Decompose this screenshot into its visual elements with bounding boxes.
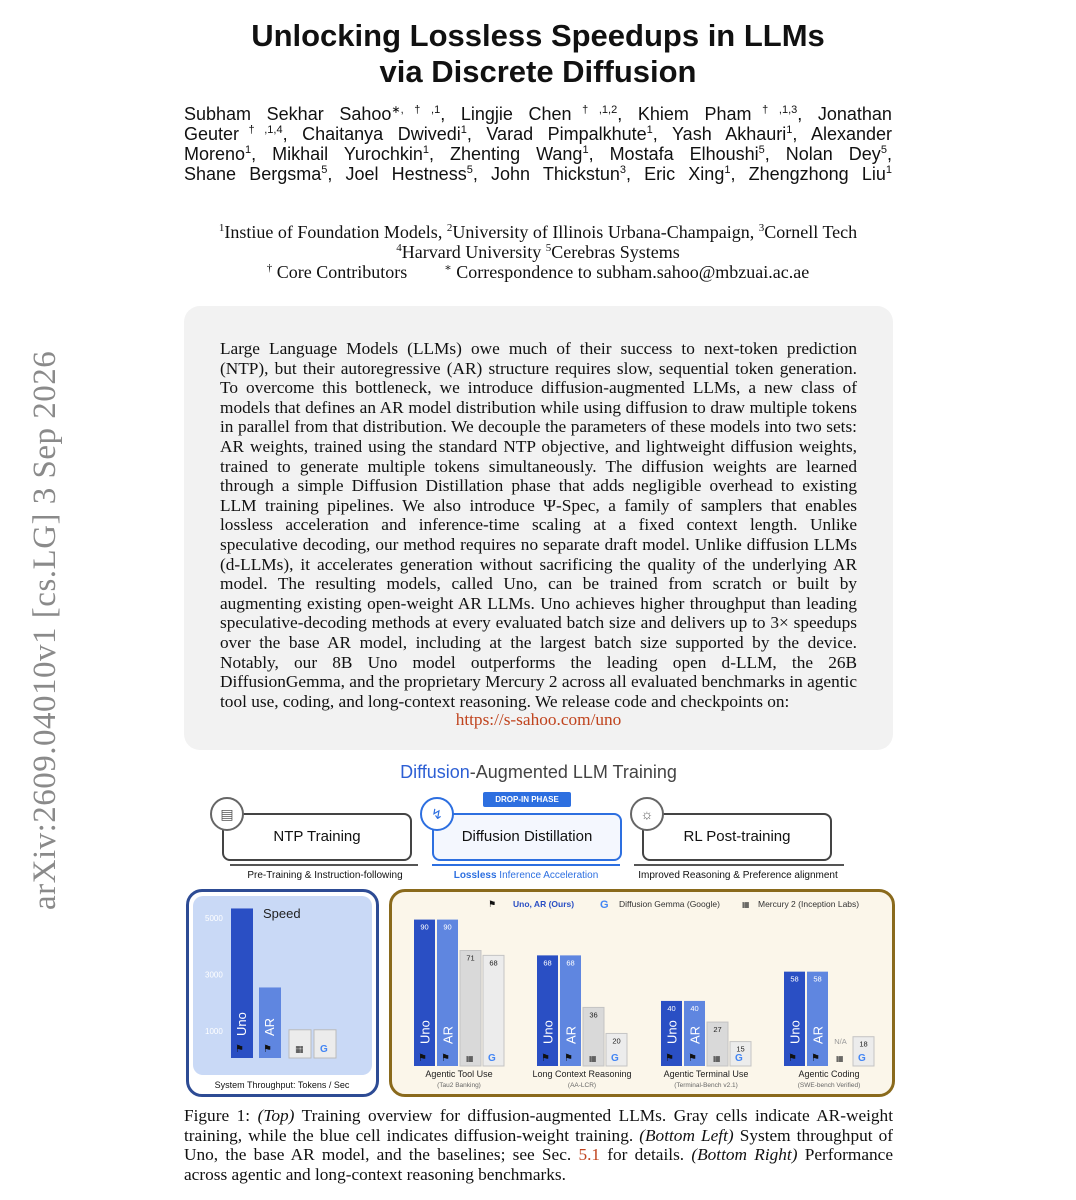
figure-title-rest: -Augmented LLM Training bbox=[469, 762, 677, 782]
author-name: Subham Sekhar Sahoo bbox=[184, 104, 392, 124]
author-name: Shane Bergsma bbox=[184, 164, 322, 184]
author-line: Subham Sekhar Sahoo$^{∗,\dagger,1}$, Lingjie Chen$^{\dagger,1,2}$, Khiem Pham$^{\dagger,1,3}$, Jonathan bbox=[184, 104, 892, 124]
phase-label-reasoning: Improved Reasoning & Preference alignment bbox=[638, 870, 838, 881]
lightbulb-icon: ☼ bbox=[630, 797, 664, 831]
author-affiliation-marker: 1 bbox=[422, 144, 430, 156]
mercury-icon: ▦ bbox=[836, 1054, 844, 1063]
affiliation-number: 3 bbox=[758, 222, 765, 234]
speed-chart bbox=[189, 892, 376, 1094]
author-affiliation-marker: 1 bbox=[885, 164, 892, 176]
google-icon: G bbox=[488, 1053, 496, 1064]
checkered-flag-icon: ⚑ bbox=[263, 1044, 272, 1055]
phase-divider bbox=[230, 864, 418, 866]
author-name: Joel Hestness bbox=[345, 164, 467, 184]
benchmark-bar bbox=[537, 955, 558, 1066]
caption-segment: Performance across agentic and long-context reasoning benchmarks. bbox=[184, 1145, 894, 1184]
phase-label-rest: Inference Acceleration bbox=[496, 870, 599, 881]
speed-y-tick: 5000 bbox=[205, 913, 223, 923]
author-affiliation-marker: 1 bbox=[245, 144, 252, 156]
author-name: Chaitanya Dwivedi bbox=[302, 124, 461, 144]
mercury-icon: ▦ bbox=[713, 1054, 721, 1063]
speed-y-tick: 1000 bbox=[205, 1026, 223, 1036]
section-reference-link[interactable]: 5.1 bbox=[578, 1145, 601, 1165]
benchmark-bar-name: AR bbox=[687, 1025, 703, 1044]
author-line: Shane Bergsma$^5$, Joel Hestness$^5$, John Thickstun$^3$, Eric Xing$^1$, Zhengzhong Liu$^1$ bbox=[184, 164, 892, 184]
author-affiliation-marker: †,1,2 bbox=[571, 104, 618, 116]
benchmark-value-label: 40 bbox=[690, 1003, 699, 1013]
lightning-icon: ↯ bbox=[420, 797, 454, 831]
benchmark-bar-name: Uno bbox=[787, 1020, 803, 1044]
abstract-box bbox=[184, 306, 893, 750]
author-name: Zhenting Wang bbox=[450, 144, 583, 164]
project-link[interactable]: https://s-sahoo.com/uno bbox=[455, 710, 622, 729]
title-line-1: Unlocking Lossless Speedups in LLMs bbox=[251, 18, 825, 53]
benchmark-group-source: (Tau2 Banking) bbox=[437, 1082, 481, 1089]
author-affiliation-marker: 5 bbox=[466, 164, 473, 176]
benchmark-chart-panel bbox=[389, 889, 895, 1097]
author-affiliation-marker: 5 bbox=[880, 144, 887, 156]
drop-in-badge: DROP-IN PHASE bbox=[483, 792, 571, 807]
legend-uno-ar: Uno, AR (Ours) bbox=[513, 899, 575, 909]
paper-title bbox=[0, 18, 1076, 90]
benchmark-value-label: 40 bbox=[667, 1003, 676, 1013]
benchmark-value-label: 68 bbox=[489, 958, 498, 968]
benchmark-chart bbox=[392, 892, 892, 1094]
benchmark-group-source: (AA-LCR) bbox=[567, 1082, 597, 1089]
speed-y-tick: 3000 bbox=[205, 970, 223, 980]
benchmark-bar-name: AR bbox=[563, 1025, 579, 1044]
figure-title-highlight: Diffusion bbox=[400, 762, 470, 782]
benchmark-group-source: (SWE-bench Verified) bbox=[797, 1082, 861, 1089]
arxiv-identifier: arXiv:2609.04010v1 [cs.LG] 3 Sep 2026 bbox=[27, 350, 63, 910]
author-affiliation-marker: 1 bbox=[786, 124, 793, 136]
checkered-flag-icon: ⚑ bbox=[235, 1044, 244, 1055]
affiliation-number: 5 bbox=[545, 242, 552, 254]
author-line: Geuter$^{\dagger,1,4}$, Chaitanya Dwivedi$^1$, Varad Pimpalkhute$^1$, Yash Akhauri$^1$, Alexander bbox=[184, 124, 893, 144]
author-name: Khiem Pham bbox=[637, 104, 752, 124]
checkered-flag-icon: ⚑ bbox=[541, 1053, 550, 1064]
benchmark-value-label: 71 bbox=[466, 953, 475, 963]
mercury-icon: ▦ bbox=[589, 1054, 597, 1063]
author-name: Yash Akhauri bbox=[672, 124, 787, 144]
benchmark-value-label: 58 bbox=[790, 974, 799, 984]
checkered-flag-icon: ⚑ bbox=[788, 1053, 797, 1064]
author-affiliation-marker: ∗,†,1 bbox=[391, 104, 441, 116]
benchmark-bar-name: Uno bbox=[664, 1020, 680, 1044]
phase-divider bbox=[432, 864, 620, 866]
author-affiliation-marker: 1 bbox=[460, 124, 467, 136]
stage-label: RL Post-training bbox=[683, 828, 791, 845]
benchmark-bar bbox=[460, 950, 481, 1066]
affiliations bbox=[184, 222, 892, 282]
abstract-text: Large Language Models (LLMs) owe much of their success to next-token prediction (NTP), but their autoregressive (AR) structure requires slow, sequential token generation. To overcome this bottleneck, we introduce diffusion-augmented LLMs, a new class of models that defines an AR model distribution while using diffusion to draw multiple tokens in parallel from that distribution. We decouple the parameters of these models into two sets: AR weights, trained using the standard NTP objective, and lightweight diffusion weights, trained to generate multiple tokens simultaneously. The diffusion weights are learned through a simple Diffusion Distillation phase that adds negligible overhead to existing LLM training pipelines. We also introduce Ψ-Spec, a family of samplers that enables lossless acceleration and inference-time scaling at a fixed context length. Unlike speculative decoding, our method requires no separate draft model. Unlike diffusion LLMs (d-LLMs), it accelerates generation without sacrificing the quality of the underlying AR model. The resulting models, called Uno, can be trained from scratch or built by augmenting existing open-weight AR LLMs. Uno achieves higher throughput than leading speculative-decoding methods at every evaluated batch size and delivers up to 3× speedups over the base AR model, including at the largest batch size supported by the device. Notably, our 8B Uno model outperforms the leading open d-LLM, the 26B DiffusionGemma, and the proprietary Mercury 2 across all evaluated benchmarks in agentic tool use, coding, and long-context reasoning. We release code and checkpoints on: bbox=[220, 339, 857, 711]
checkered-flag-icon: ⚑ bbox=[441, 1053, 450, 1064]
author-name: Zhengzhong Liu bbox=[748, 164, 886, 184]
mercury-icon: ▦ bbox=[295, 1045, 304, 1055]
caption-segment: System throughput of Uno, the base AR model, and the baselines; see Sec. bbox=[184, 1125, 893, 1165]
benchmark-group-name: Agentic Tool Use bbox=[425, 1069, 493, 1079]
benchmark-value-label: 36 bbox=[589, 1010, 598, 1020]
checkered-flag-icon: ⚑ bbox=[688, 1053, 697, 1064]
benchmark-bar-name: Uno bbox=[540, 1020, 556, 1044]
stage-diffusion-distillation bbox=[432, 813, 622, 861]
benchmark-bar-name: AR bbox=[440, 1025, 456, 1044]
benchmark-bar bbox=[807, 972, 828, 1066]
phase-label-acceleration bbox=[426, 870, 626, 881]
affiliation-name: Cornell Tech bbox=[764, 222, 858, 242]
author-affiliation-marker: 5 bbox=[758, 144, 765, 156]
phase-divider bbox=[634, 864, 844, 866]
google-icon: G bbox=[320, 1044, 328, 1055]
mercury-icon: ▦ bbox=[466, 1054, 474, 1063]
stage-label: NTP Training bbox=[273, 828, 361, 845]
caption-segment: (Bottom Right) bbox=[691, 1145, 798, 1165]
author-name: Varad Pimpalkhute bbox=[486, 124, 647, 144]
book-icon: ▤ bbox=[210, 797, 244, 831]
phase-label-pretraining: Pre-Training & Instruction-following bbox=[247, 870, 403, 881]
author-affiliation-marker: 5 bbox=[321, 164, 328, 176]
author-affiliation-marker: 1 bbox=[646, 124, 653, 136]
speed-x-label: System Throughput: Tokens / Sec bbox=[214, 1080, 350, 1090]
stage-ntp-training bbox=[222, 813, 412, 861]
checkered-flag-icon: ⚑ bbox=[488, 900, 497, 910]
benchmark-value-label: 90 bbox=[443, 922, 452, 932]
caption-segment: Training overview for diffusion-augmented LLMs. Gray cells indicate AR-weight training, while the blue cell indicates diffusion-weight training. bbox=[184, 1106, 893, 1145]
author-name: Jonathan bbox=[817, 104, 892, 124]
benchmark-bar bbox=[560, 955, 581, 1066]
core-contributors-note: Core Contributors bbox=[276, 262, 408, 282]
google-icon: G bbox=[611, 1053, 619, 1064]
affiliation-name: Harvard University bbox=[401, 242, 546, 262]
mercury-icon: ▦ bbox=[742, 900, 750, 909]
caption-segment: Figure 1: bbox=[184, 1106, 258, 1125]
benchmark-value-label: 18 bbox=[859, 1039, 868, 1049]
affiliation-number: 2 bbox=[446, 222, 453, 234]
author-list bbox=[184, 104, 892, 184]
title-line-2: via Discrete Diffusion bbox=[379, 54, 697, 89]
benchmark-bar bbox=[784, 972, 805, 1066]
benchmark-group-source: (Terminal-Bench v2.1) bbox=[674, 1082, 738, 1089]
google-icon: G bbox=[600, 899, 609, 911]
benchmark-value-label: N/A bbox=[834, 1037, 847, 1046]
benchmark-value-label: 20 bbox=[612, 1036, 621, 1046]
speed-chart-panel bbox=[186, 889, 379, 1097]
checkered-flag-icon: ⚑ bbox=[564, 1053, 573, 1064]
affiliation-name: Instiue of Foundation Models, bbox=[224, 222, 447, 242]
google-icon: G bbox=[735, 1053, 743, 1064]
author-name: Alexander bbox=[810, 124, 893, 144]
speed-bar-label: Uno bbox=[234, 1012, 249, 1036]
figure-caption bbox=[184, 1106, 893, 1184]
figure-title bbox=[184, 762, 893, 783]
benchmark-value-label: 68 bbox=[566, 958, 575, 968]
contributor-notes: † Core Contributors ∗ Correspondence to subham.sahoo@mbzuai.ac.ae bbox=[266, 262, 810, 282]
author-name: Nolan Dey bbox=[785, 144, 881, 164]
correspondence-note: Correspondence to subham.sahoo@mbzuai.ac.ae bbox=[456, 262, 810, 282]
author-name: John Thickstun bbox=[490, 164, 620, 184]
benchmark-value-label: 58 bbox=[813, 974, 822, 984]
affiliation-line-1 bbox=[184, 222, 892, 242]
author-name: Eric Xing bbox=[644, 164, 725, 184]
benchmark-group-name: Long Context Reasoning bbox=[532, 1069, 632, 1079]
stage-label: Diffusion Distillation bbox=[461, 828, 593, 845]
author-affiliation-marker: †,1,4 bbox=[239, 124, 283, 136]
benchmark-value-label: 90 bbox=[420, 922, 429, 932]
legend-mercury: Mercury 2 (Inception Labs) bbox=[758, 899, 860, 909]
affiliation-number: 4 bbox=[396, 242, 402, 254]
google-icon: G bbox=[858, 1053, 866, 1064]
checkered-flag-icon: ⚑ bbox=[665, 1053, 674, 1064]
speed-bar-label: AR bbox=[262, 1017, 277, 1036]
benchmark-value-label: 27 bbox=[713, 1025, 722, 1035]
benchmark-group-name: Agentic Terminal Use bbox=[663, 1069, 749, 1079]
benchmark-group-name: Agentic Coding bbox=[798, 1069, 860, 1079]
affiliation-name: Cerebras Systems bbox=[551, 242, 680, 262]
caption-segment: (Top) bbox=[257, 1106, 295, 1125]
author-name: Geuter bbox=[184, 124, 240, 144]
author-name: Mikhail Yurochkin bbox=[272, 144, 423, 164]
caption-segment: (Bottom Left) bbox=[639, 1125, 734, 1145]
stage-rl-post-training bbox=[642, 813, 832, 861]
affiliation-number: 1 bbox=[218, 222, 225, 234]
legend-diffusion-gemma: Diffusion Gemma (Google) bbox=[619, 899, 720, 909]
speed-chart-title: Speed bbox=[263, 906, 301, 921]
benchmark-bar-name: AR bbox=[810, 1025, 826, 1044]
author-affiliation-marker: 1 bbox=[724, 164, 731, 176]
author-affiliation-marker: 3 bbox=[619, 164, 626, 176]
benchmark-value-label: 68 bbox=[543, 958, 552, 968]
benchmark-bar-name: Uno bbox=[417, 1020, 433, 1044]
benchmark-value-label: 15 bbox=[736, 1044, 745, 1054]
author-name: Lingjie Chen bbox=[460, 104, 572, 124]
author-affiliation-marker: 1 bbox=[582, 144, 589, 156]
author-line: Moreno$^1$, Mikhail Yurochkin$^1$, Zhenting Wang$^1$, Mostafa Elhoushi$^5$, Nolan Dey$^5$, bbox=[184, 144, 892, 164]
caption-segment: for details. bbox=[600, 1145, 692, 1165]
author-affiliation-marker: †,1,3 bbox=[751, 104, 798, 116]
phase-label-bold: Lossless bbox=[453, 870, 497, 881]
checkered-flag-icon: ⚑ bbox=[811, 1053, 820, 1064]
affiliation-name: University of Illinois Urbana-Champaign, bbox=[452, 222, 759, 242]
author-name: Mostafa Elhoushi bbox=[609, 144, 759, 164]
affiliation-line-2 bbox=[184, 242, 892, 262]
author-name: Moreno bbox=[184, 144, 246, 164]
checkered-flag-icon: ⚑ bbox=[418, 1053, 427, 1064]
benchmark-bar bbox=[483, 955, 504, 1066]
